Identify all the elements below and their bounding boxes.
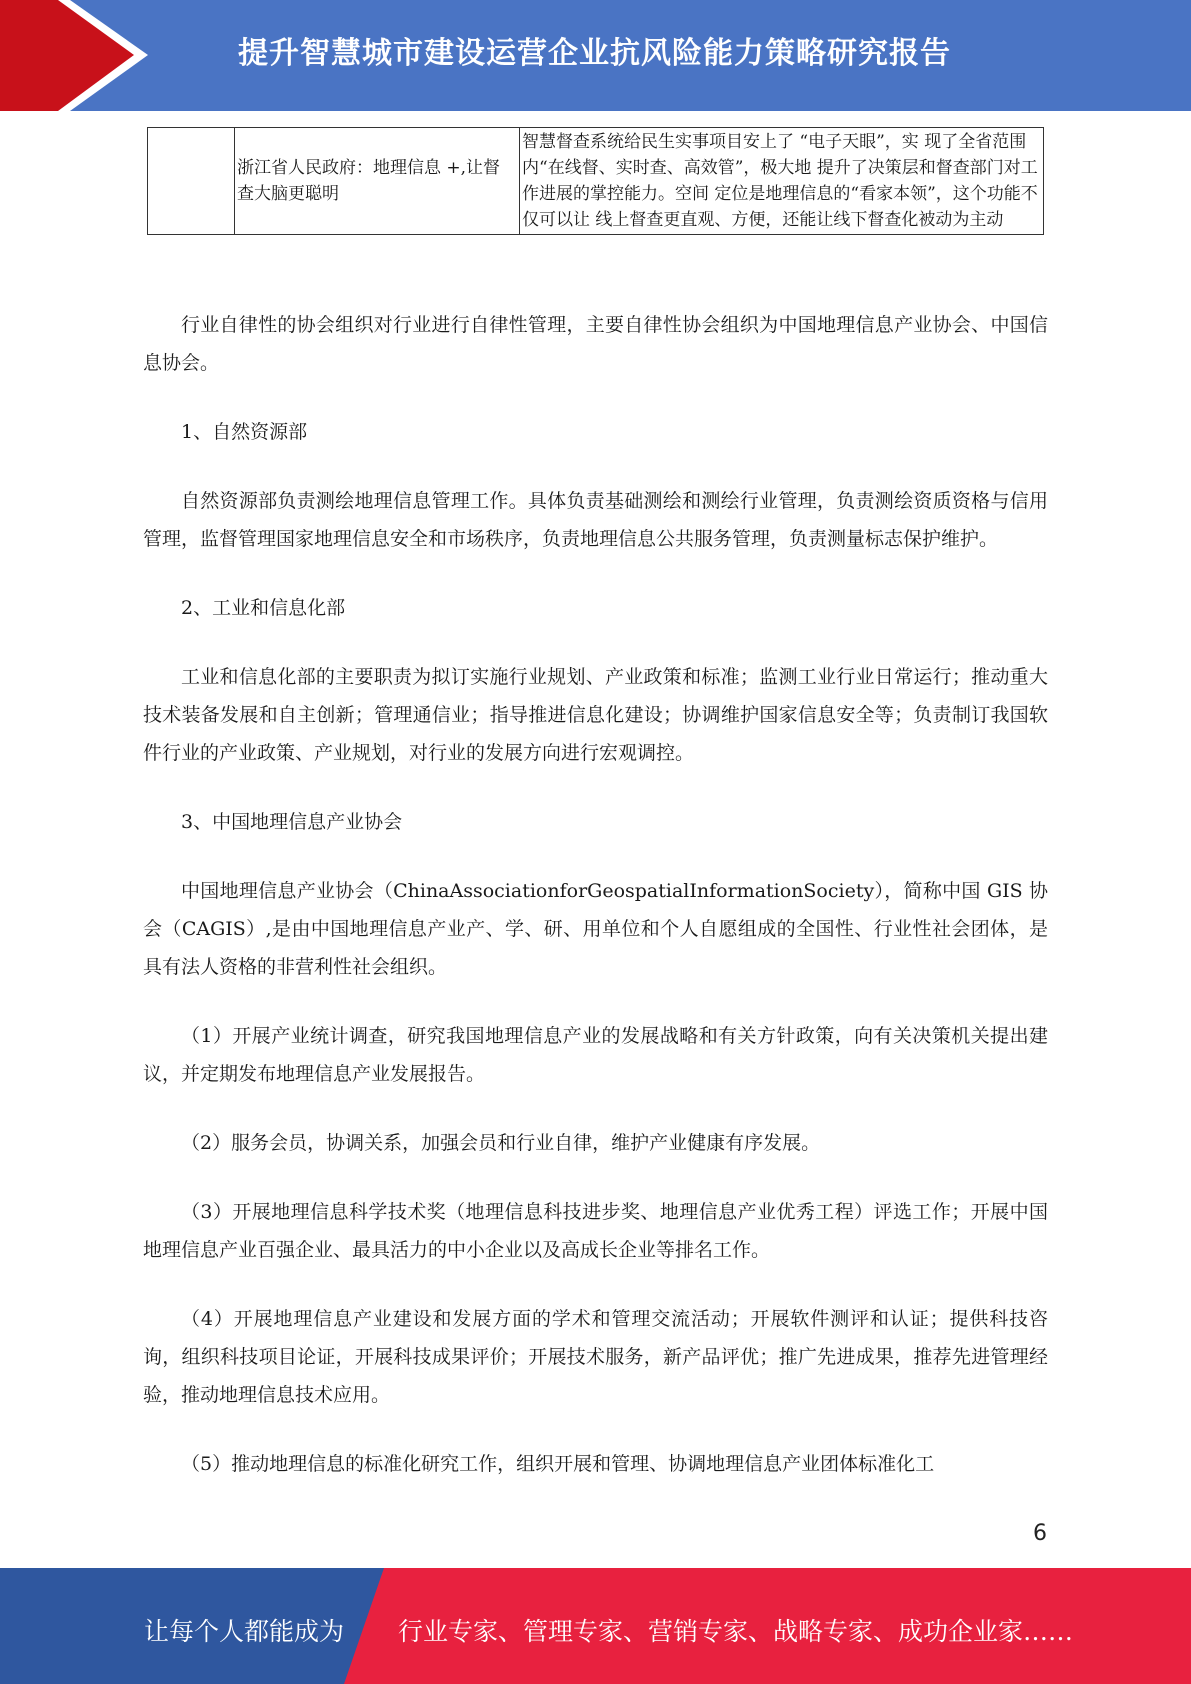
header-chevron-icon xyxy=(0,0,160,111)
table-cell-description: 智慧督查系统给民生实事项目安上了 “电子天眼”，实 现了全省范围内“在线督、实时查、高效管”，极大地 提升了决策层和督查部门对工作进展的掌控能力。空间 定位是地理信息的“看家本领”，这个功能不仅可以让 线上督查更直观、方便，还能让线下督查化被动为主动 xyxy=(520,128,1044,235)
page-header xyxy=(0,0,1191,111)
list-item: （2）服务会员，协调关系，加强会员和行业自律，维护产业健康有序发展。 xyxy=(181,1132,821,1154)
page-number: 6 xyxy=(1033,1521,1047,1546)
list-item: （1）开展产业统计调查，研究我国地理信息产业的发展战略和有关方针政策，向有关决策机关提出建议，并定期发布地理信息产业发展报告。 xyxy=(143,1025,1048,1085)
list-item: （3）开展地理信息科学技术奖（地理信息科技进步奖、地理信息产业优秀工程）评选工作；开展中国地理信息产业百强企业、最具活力的中小企业以及高成长企业等排名工作。 xyxy=(143,1201,1048,1261)
page-footer xyxy=(0,1568,1191,1684)
table-cell-empty xyxy=(148,128,235,235)
heading-cagis: 3、中国地理信息产业协会 xyxy=(181,811,403,833)
heading-miit: 2、工业和信息化部 xyxy=(181,597,346,619)
footer-slogan-left: 让每个人都能成为 xyxy=(144,1617,345,1646)
table-row xyxy=(148,128,1044,235)
list-item: （4）开展地理信息产业建设和发展方面的学术和管理交流活动；开展软件测评和认证；提供科技咨询，组织科技项目论证，开展科技成果评价；开展技术服务，新产品评优；推广先进成果，推荐先进管理经验，推动地理信息技术应用。 xyxy=(143,1308,1048,1406)
table-cell-title: 浙江省人民政府：地理信息 +,让督查大脑更聪明 xyxy=(235,128,520,235)
paragraph-natural-resources: 自然资源部负责测绘地理信息管理工作。具体负责基础测绘和测绘行业管理，负责测绘资质资格与信用管理，监督管理国家地理信息安全和市场秩序，负责地理信息公共服务管理，负责测量标志保护维护。 xyxy=(143,490,1048,550)
footer-slogan-right: 行业专家、管理专家、营销专家、战略专家、成功企业家…… xyxy=(398,1617,1074,1646)
paragraph-intro: 行业自律性的协会组织对行业进行自律性管理，主要自律性协会组织为中国地理信息产业协会、中国信息协会。 xyxy=(143,314,1048,374)
heading-natural-resources: 1、自然资源部 xyxy=(181,421,308,443)
list-item: （5）推动地理信息的标准化研究工作，组织开展和管理、协调地理信息产业团体标准化工 xyxy=(181,1453,935,1475)
info-table xyxy=(147,127,1044,235)
report-title: 提升智慧城市建设运营企业抗风险能力策略研究报告 xyxy=(238,36,951,71)
paragraph-miit: 工业和信息化部的主要职责为拟订实施行业规划、产业政策和标准；监测工业行业日常运行；推动重大技术装备发展和自主创新；管理通信业；指导推进信息化建设；协调维护国家信息安全等；负责制订我国软件行业的产业政策、产业规划，对行业的发展方向进行宏观调控。 xyxy=(143,666,1048,764)
paragraph-cagis: 中国地理信息产业协会（ChinaAssociationforGeospatialInformationSociety），简称中国 GIS 协会（CAGIS）,是由中国地理信息产业产、学、研、用单位和个人自愿组成的全国性、行业性社会团体，是具有法人资格的非营利性社会组织。 xyxy=(143,880,1048,978)
body-content xyxy=(143,306,1048,1514)
